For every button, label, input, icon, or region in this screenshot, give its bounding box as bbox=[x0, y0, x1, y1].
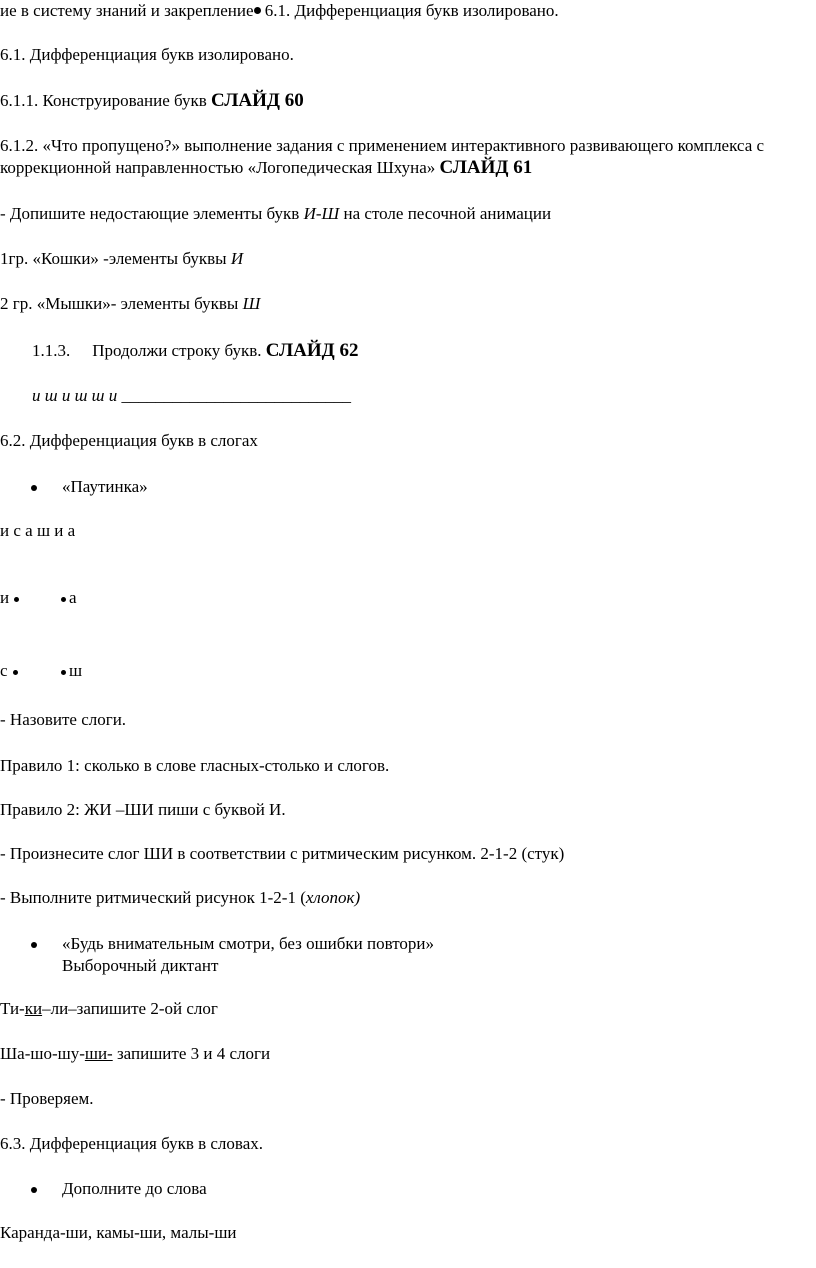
task-pronounce: - Произнесите слог ШИ в соответствии с ритмическим рисунком. 2-1-2 (стук) bbox=[0, 844, 565, 863]
heading-6-1: 6.1. Дифференциация букв изолировано. bbox=[0, 45, 294, 64]
rule-2: Правило 2: ЖИ –ШИ пиши с буквой И. bbox=[0, 800, 286, 819]
bullet-attentive-title: «Будь внимательным смотри, без ошибки повтори» bbox=[62, 934, 435, 953]
dictation-1 bbox=[0, 998, 218, 1020]
heading-6-3: 6.3. Дифференциация букв в словах. bbox=[0, 1134, 264, 1153]
task-text: - Допишите недостающие элементы букв bbox=[0, 204, 304, 223]
slide-61-label: СЛАЙД 61 bbox=[439, 157, 533, 178]
bullet-icon bbox=[31, 485, 37, 491]
web-letters-row: и с а ш и а bbox=[0, 521, 76, 540]
web-node-i bbox=[0, 587, 19, 609]
letter-sequence: и ш и ш ш и bbox=[32, 386, 122, 405]
web-letter-a: а bbox=[69, 588, 77, 607]
check-line: - Проверяем. bbox=[0, 1089, 94, 1108]
slide-62-label: СЛАЙД 62 bbox=[265, 340, 359, 361]
node-dot-icon bbox=[14, 597, 19, 602]
dictation-1-end: –ли–запишите 2-ой слог bbox=[42, 999, 218, 1018]
task-rhythm-action: хлопок) bbox=[305, 888, 361, 907]
dictation-2-end: запишите 3 и 4 слоги bbox=[112, 1044, 271, 1063]
bullet-attentive bbox=[62, 933, 434, 977]
group-1 bbox=[0, 248, 243, 270]
heading-6-2: 6.2. Дифференциация букв в слогах bbox=[0, 431, 258, 450]
dictation-2-underlined: ши- bbox=[84, 1044, 113, 1063]
letter-row bbox=[32, 385, 351, 407]
web-node-sh bbox=[61, 660, 82, 682]
task-text-end: на столе песочной анимации bbox=[339, 204, 552, 223]
line-section-intro bbox=[0, 0, 559, 22]
node-dot-icon bbox=[13, 670, 18, 675]
node-dot-icon bbox=[61, 597, 66, 602]
intro-text: ие в систему знаний и закрепление bbox=[0, 1, 254, 20]
task-rhythm bbox=[0, 887, 360, 909]
web-node-s bbox=[0, 660, 18, 682]
bullet-dot-icon bbox=[254, 7, 261, 14]
name-syllables: - Назовите слоги. bbox=[0, 710, 127, 729]
group-2-letter: Ш bbox=[242, 294, 261, 313]
task-complete-letters bbox=[0, 203, 551, 225]
bullet-icon bbox=[31, 1187, 37, 1193]
item-6-1-2-text: 6.1.2. «Что пропущено?» выполнение задания с применением интерактивного развивающего комплекса с коррекционной направленностью «Логопедическая Шхуна» bbox=[0, 136, 765, 177]
slide-60-label: СЛАЙД 60 bbox=[211, 90, 304, 111]
bullet-pautinka: «Паутинка» bbox=[62, 477, 148, 496]
bullet-icon bbox=[31, 942, 37, 948]
item-1-1-3-text: Продолжи строку букв. bbox=[92, 341, 266, 360]
task-letters: И-Ш bbox=[303, 204, 340, 223]
bullet-complete-word: Дополните до слова bbox=[62, 1179, 207, 1198]
bullet-attentive-subtitle: Выборочный диктант bbox=[62, 956, 219, 975]
node-dot-icon bbox=[61, 670, 66, 675]
dictation-1-start: Ти- bbox=[0, 999, 25, 1018]
item-1-1-3 bbox=[32, 340, 359, 362]
task-rhythm-text: - Выполните ритмический рисунок 1-2-1 ( bbox=[0, 888, 306, 907]
group-1-text: 1гр. «Кошки» -элементы буквы bbox=[0, 249, 231, 268]
words-line: Каранда-ши, камы-ши, малы-ши bbox=[0, 1223, 237, 1242]
rule-1: Правило 1: сколько в слове гласных-столько и слогов. bbox=[0, 756, 390, 775]
intro-heading: 6.1. Дифференциация букв изолировано. bbox=[260, 1, 559, 20]
web-letter-sh: ш bbox=[69, 661, 83, 680]
dictation-2 bbox=[0, 1043, 270, 1065]
group-1-letter: И bbox=[230, 249, 244, 268]
item-6-1-2 bbox=[0, 135, 800, 179]
web-letter-i: и bbox=[0, 588, 10, 607]
group-2-text: 2 гр. «Мышки»- элементы буквы bbox=[0, 294, 243, 313]
web-letter-s: с bbox=[0, 661, 8, 680]
answer-blank: ___________________________ bbox=[121, 386, 351, 405]
item-6-1-1 bbox=[0, 90, 304, 112]
web-node-a bbox=[61, 587, 77, 609]
group-2 bbox=[0, 293, 260, 315]
dictation-2-start: Ша-шо-шу- bbox=[0, 1044, 85, 1063]
item-6-1-1-text: 6.1.1. Конструирование букв bbox=[0, 91, 212, 110]
item-1-1-3-number: 1.1.3. bbox=[32, 341, 71, 360]
dictation-1-underlined: ки bbox=[24, 999, 43, 1018]
